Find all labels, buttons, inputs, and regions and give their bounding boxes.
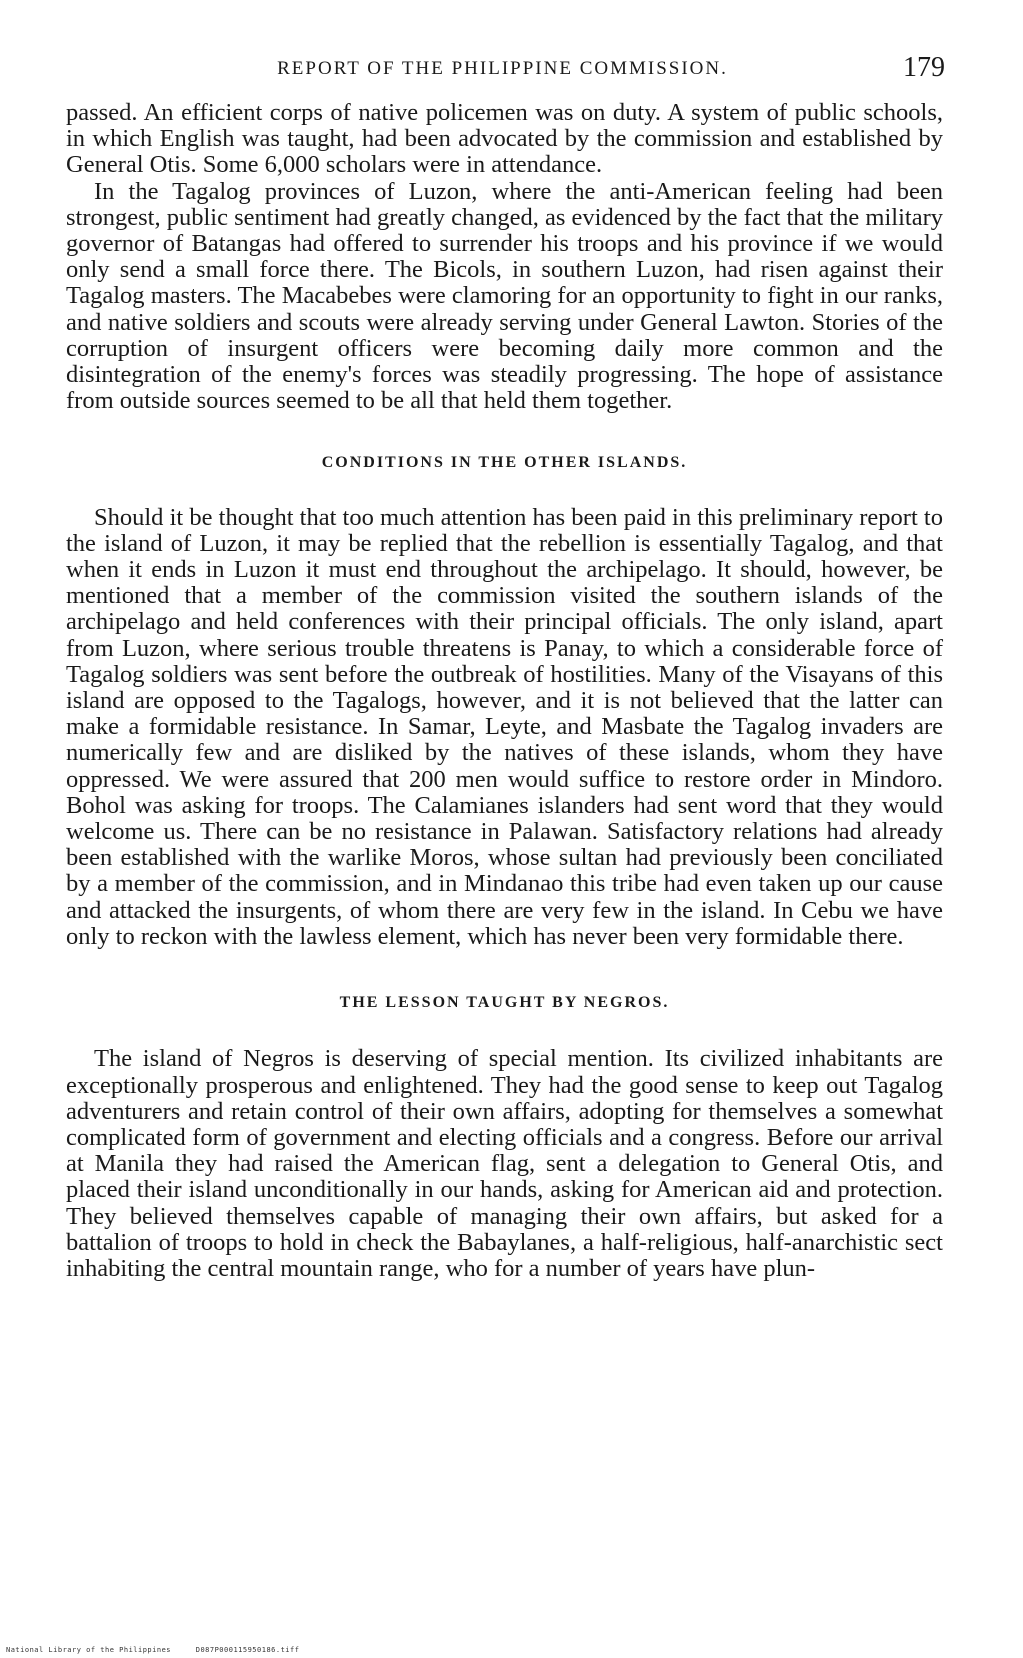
paragraph-negros: The island of Negros is deserving of special mention. Its civilized inhabitants are exceptionally prosperous and enlightened. They had the good sense to keep out Tagalog adventurers and retain control of their own affairs, adopting for themselves a somewhat complicated form of government and electing officials and a congress. Before our arrival at Manila they had raised the American flag, sent a delegation to General Otis, and placed their island unconditionally in our hands, asking for American aid and protection. They believed themselves capable of managing their own affairs, but asked for a battalion of troops to hold in check the Babaylanes, a half-religious, half-anarchistic sect inhabiting the central mountain range, who for a number of years have plun- — [66, 1045, 943, 1282]
page-header — [60, 52, 945, 86]
page-body — [66, 100, 943, 1282]
section-heading-negros: THE LESSON TAUGHT BY NEGROS. — [339, 994, 670, 1012]
paragraph-continued: passed. An efficient corps of native policemen was on duty. A system of public schools, in which English was taught, had been advocated by the commission and established by General Otis. Some 6,000 scholars were in attendance. — [66, 99, 943, 179]
paragraph-other-islands: Should it be thought that too much attention has been paid in this preliminary report to the island of Luzon, it may be replied that the rebellion is essentially Tagalog, and that when it ends in Luzon it must end throughout the archipelago. It should, however, be mentioned that a member of the commission visited the southern islands of the archipelago and held conferences with their principal officials. The only island, apart from Luzon, where serious trouble threatens is Panay, to which a considerable force of Tagalog soldiers was sent before the outbreak of hostilities. Many of the Visayans of this island are opposed to the Tagalogs, however, and it is not believed that the latter can make a formidable resistance. In Samar, Leyte, and Masbate the Tagalog invaders are numerically few and are disliked by the natives of these islands, whom they have oppressed. We were assured that 200 men would suffice to restore order in Mindoro. Bohol was asking for troops. The Calamianes islanders had sent word that they would welcome us. There can be no resistance in Palawan. Satisfactory relations had already been established with the warlike Moros, whose sultan had previously been conciliated by a member of the commission, and in Mindanao this tribe had even taken up our cause and attacked the insurgents, of whom there are very few in the island. In Cebu we have only to reckon with the lawless element, which has never been very formidable there. — [66, 503, 943, 950]
footer-file: D087P000115950186.tiff — [195, 1646, 300, 1654]
scan-footer — [6, 1646, 299, 1654]
footer-library: National Library of the Philippines — [6, 1646, 172, 1654]
page-number: 179 — [903, 52, 945, 83]
paragraph-tagalog-provinces: In the Tagalog provinces of Luzon, where the anti-American feeling had been strongest, public sentiment had greatly changed, as evidenced by the fact that the military governor of Batangas had offered to surrender his troops and his province if we would only send a small force there. The Bicols, in southern Luzon, had risen against their Tagalog masters. The Macabebes were clamoring for an opportunity to fight in our ranks, and native soldiers and scouts were already serving under General Lawton. Stories of the corruption of insurgent officers were becoming daily more common and the disintegration of the enemy's forces was steadily progressing. The hope of assistance from outside sources seemed to be all that held them together. — [66, 177, 943, 415]
section-heading-other-islands: CONDITIONS IN THE OTHER ISLANDS. — [321, 454, 688, 472]
running-title: REPORT OF THE PHILIPPINE COMMISSION. — [277, 58, 728, 79]
